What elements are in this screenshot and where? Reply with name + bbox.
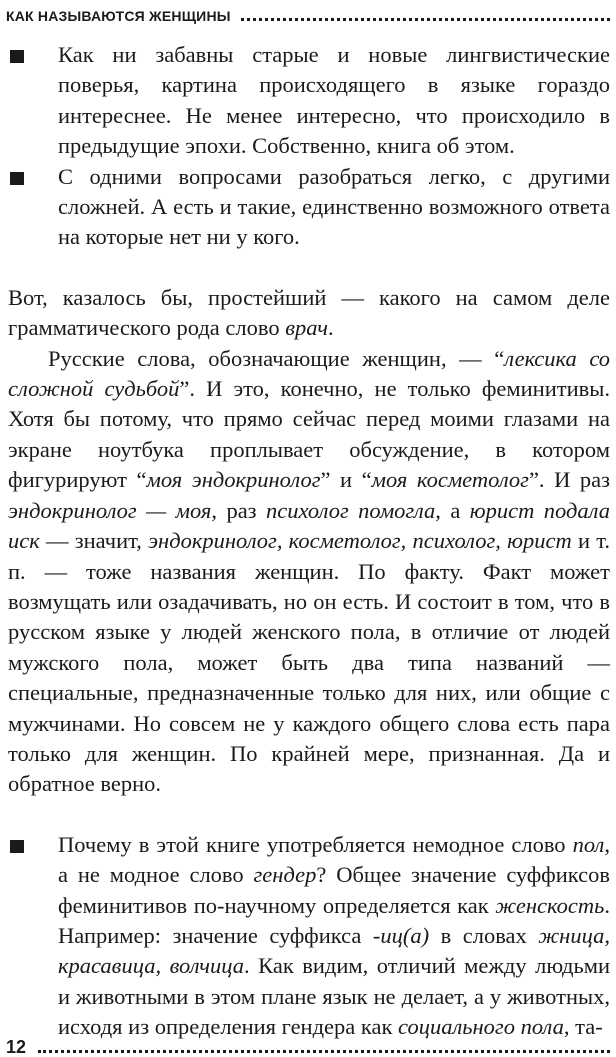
italic-term: женскость <box>495 892 605 918</box>
text-run: , та- <box>563 1014 603 1040</box>
text-run: С одними вопросами разобраться легко, с другими сложней. А есть и такие, единственно возможного ответа на которые нет ни у кого. <box>58 163 610 250</box>
text-run: в словах <box>429 922 539 948</box>
italic-term: лексика со сложной судьбой <box>8 345 611 402</box>
text-run: . Например: значение суффикса <box>58 892 610 948</box>
italic-term: жница, красавица, волчица <box>58 922 610 979</box>
page-body <box>8 40 610 1043</box>
italic-term: -иц(а) <box>372 922 430 948</box>
italic-term: врач <box>285 315 328 341</box>
bullet-item <box>8 162 610 253</box>
italic-term: моя эндокринолог <box>146 467 321 493</box>
text-run: . <box>327 315 334 341</box>
text-run: ? Общее значение суффиксов феминитивов по-научному определяется как <box>58 862 610 918</box>
header-dotted-leader <box>241 18 610 21</box>
italic-term: гендер <box>253 862 317 888</box>
italic-term: эндокринолог, косметолог, психолог, юрист <box>148 528 572 554</box>
text-run: , а <box>435 497 470 523</box>
page-footer <box>6 1036 610 1056</box>
italic-term: психолог помогла <box>266 497 436 523</box>
footer-dotted-leader <box>38 1050 610 1053</box>
bullet-item <box>8 830 610 1043</box>
square-bullet-icon <box>8 162 58 253</box>
paragraph <box>8 283 610 344</box>
text-run: ”. И раз <box>528 467 611 493</box>
text-run: и т. п. — тоже названия женщин. По факту. Факт может возмущать или озадачивать, но он есть. И состоит в том, что в русском языке у людей женского пола, в отличие от людей мужского пола, может быть два типа названий — специальные, предназначенные только для них, или общие с мужчинами. Но совсем не у каждого общего слова есть пара только для женщин. По крайней мере, признанная. Да и обратное верно. <box>8 528 610 797</box>
bullet-text <box>58 40 610 162</box>
text-run: ”. И это, конечно, не только феминитивы. Хотя бы потому, что прямо сейчас перед моими глазами на экране ноутбука проплывает обсуждение, в котором фигурируют “ <box>8 376 610 493</box>
text-run: — значит, <box>39 528 149 554</box>
text-run: Как ни забавны старые и новые лингвистические поверья, картина происходящего в языке гораздо интереснее. Не менее интересно, что происходило в предыдущие эпохи. Собственно, книга об этом. <box>58 42 610 159</box>
text-run: . Как видим, отличий между людьми и животными в этом плане язык не делает, а у животных, исходя из определения гендера как <box>58 953 611 1040</box>
section-gap <box>8 253 610 283</box>
text-run: Вот, казалось бы, простейший — какого на самом деле грамматического рода слово <box>8 284 610 341</box>
square-bullet-icon <box>8 830 58 1043</box>
text-run: Почему в этой книге употребляется немодное слово <box>58 831 573 857</box>
square-bullet-icon <box>8 40 58 162</box>
text-run: ” и “ <box>320 467 372 493</box>
running-header-title: КАК НАЗЫВАЮТСЯ ЖЕНЩИНЫ <box>6 8 231 24</box>
italic-term: эндокринолог — моя <box>8 497 212 523</box>
bullet-text <box>58 830 610 1043</box>
text-run: Русские слова, обозначающие женщин, — “ <box>48 345 505 371</box>
italic-term: юрист подала иск <box>8 497 610 554</box>
text-run: , раз <box>211 497 267 523</box>
section-gap <box>8 800 610 830</box>
running-header <box>6 4 610 24</box>
text-run: , а не модное слово <box>58 831 610 888</box>
page-number: 12 <box>6 1037 27 1057</box>
italic-term: пол <box>572 831 605 857</box>
bullet-item <box>8 40 610 162</box>
bullet-text <box>58 162 610 253</box>
italic-term: моя косметолог <box>371 467 529 493</box>
italic-term: социального пола <box>398 1014 564 1040</box>
paragraph <box>8 344 610 800</box>
